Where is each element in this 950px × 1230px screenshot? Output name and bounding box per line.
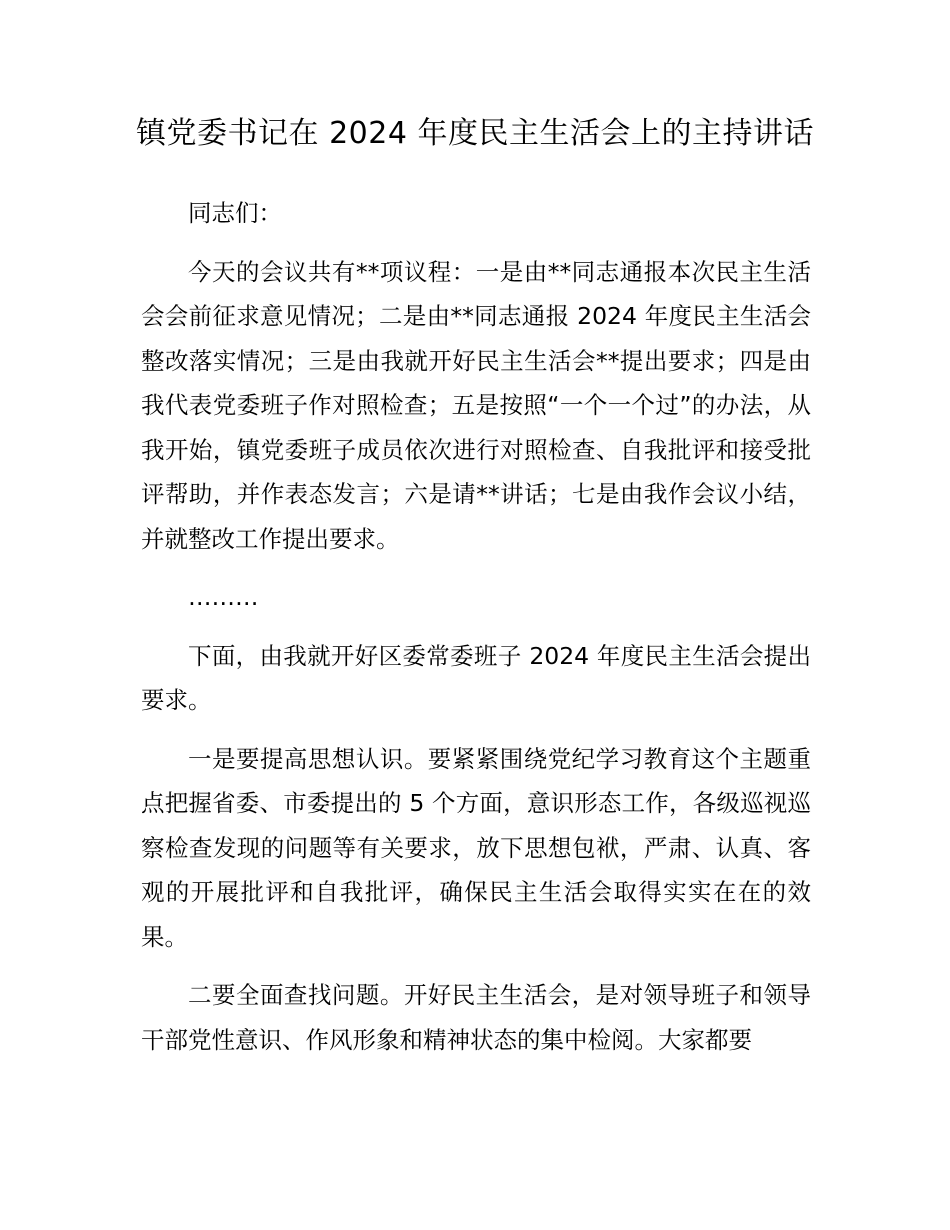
document-title: 镇党委书记在 2024 年度民主生活会上的主持讲话: [136, 116, 814, 151]
paragraph-ellipsis: ………: [188, 583, 259, 611]
document-body: [141, 191, 811, 1076]
paragraph-requirements-intro: 下面，由我就开好区委常委班子 2024 年度民主生活会提出要求。: [141, 641, 811, 714]
paragraph-agenda: 今天的会议共有**项议程：一是由**同志通报本次民主生活会会前征求意见情况；二是由**同志通报 2024 年度民主生活会整改落实情况；三是由我就开好民主生活会**提出要求；四是由我代表党委班子作对照检查；五是按照“一个一个过”的办法，从我开始，镇党委班子成员依次进行对照检查、自我批评和接受批评帮助，并作表态发言；六是请**讲话；七是由我作会议小结，并就整改工作提出要求。: [141, 257, 811, 553]
paragraph-requirement-two: 二要全面查找问题。开好民主生活会，是对领导班子和领导干部党性意识、作风形象和精神状态的集中检阅。大家都要: [141, 981, 811, 1054]
paragraph-requirement-one: 一是要提高思想认识。要紧紧围绕党纪学习教育这个主题重点把握省委、市委提出的 5 个方面，意识形态工作，各级巡视巡察检查发现的问题等有关要求，放下思想包袱，严肃、认真、客观的开展批评和自我批评，确保民主生活会取得实实在在的效果。: [141, 744, 811, 951]
paragraph-salutation: 同志们：: [188, 199, 282, 227]
